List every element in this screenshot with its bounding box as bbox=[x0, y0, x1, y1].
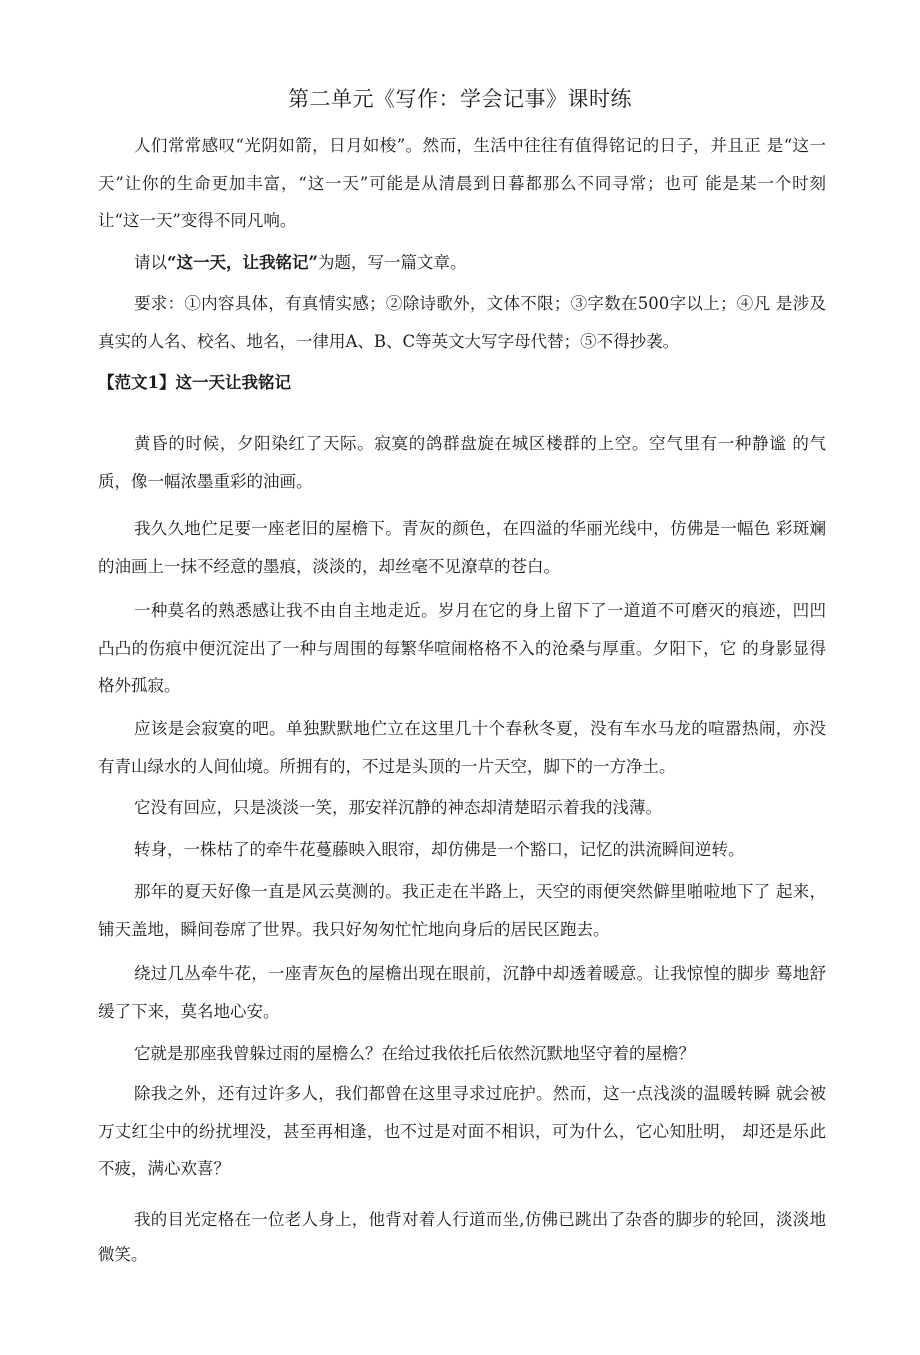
essay-paragraph: 应该是会寂寞的吧。单独默默地伫立在这里几十个春秋冬夏，没有车水马龙的喧嚣热闹，亦没有青山绿水的人间仙境。所拥有的，不过是头顶的一片天空，脚下的一方净土。 bbox=[98, 719, 826, 776]
essay-paragraph: 我的目光定格在一位老人身上，他背对着人行道而坐,仿佛已跳出了杂沓的脚步的轮回，淡淡地微笑。 bbox=[98, 1210, 826, 1264]
essay-paragraph: 一种莫名的熟悉感让我不由自主地走近。岁月在它的身上留下了一道道不可磨灭的痕迹，凹凹凸凸的伤痕中便沉淀出了一种与周围的每繁华喧闹格格不入的沧桑与厚重。夕阳下，它 的身影显得格外孤寂。 bbox=[98, 601, 826, 695]
essay-paragraph: 它没有回应，只是淡淡一笑，那安祥沉静的神态却清楚昭示着我的浅薄。 bbox=[134, 798, 662, 817]
task-title-bold: “这一天，让我铭记” bbox=[167, 253, 318, 272]
essay-paragraph: 我久久地伫足要一座老旧的屋檐下。青灰的颜色，在四溢的华丽光线中，仿佛是一幅色 彩斑斓的油画上一抹不经意的墨痕，淡淡的，却丝毫不见潦草的苍白。 bbox=[98, 519, 826, 576]
prompt-task bbox=[98, 244, 826, 282]
prompt-requirements: 要求：①内容具体，有真情实感；②除诗歌外，文体不限；③字数在500字以上；④凡 是涉及真实的人名、校名、地名，一律用A、B、C等英文大写字母代替；⑤不得抄袭。 bbox=[98, 294, 826, 351]
sample-heading: 【范文1】这一天让我铭记 bbox=[98, 373, 291, 392]
essay-paragraph: 转身，一株枯了的牵牛花蔓藤映入眼帘，却仿佛是一个豁口，记忆的洪流瞬间逆转。 bbox=[134, 840, 745, 859]
task-before: 请以 bbox=[134, 253, 167, 272]
essay-paragraph: 它就是那座我曾躲过雨的屋檐么？在给过我依托后依然沉默地坚守着的屋檐？ bbox=[134, 1044, 695, 1063]
essay-paragraph: 那年的夏天好像一直是风云莫测的。我正走在半路上，天空的雨便突然僻里啪啦地下了 起来，铺天盖地，瞬间卷席了世界。我只好匆匆忙忙地向身后的居民区跑去。 bbox=[98, 882, 826, 939]
prompt-intro: 人们常常感叹“光阴如箭，日月如梭”。然而，生活中往往有值得铭记的日子，并且正 是“这一天”让你的生命更加丰富，“这一天”可能是从清晨到日暮都那么不同寻常；也可 能是某一个时刻让“这一天”变得不同凡响。 bbox=[98, 136, 826, 230]
page-title: 第二单元《写作：学会记事》课时练 bbox=[288, 87, 632, 111]
essay-paragraph: 除我之外，还有过许多人，我们都曾在这里寻求过庇护。然而，这一点浅淡的温暖转瞬 就会被万丈红尘中的纷扰埋没，甚至再相逢，也不过是对面不相识，可为什么，它心知肚明， 却还是乐此不疲，满心欢喜？ bbox=[98, 1084, 826, 1178]
essay-paragraph: 绕过几丛牵牛花，一座青灰色的屋檐出现在眼前，沉静中却透着暖意。让我惊惶的脚步 蓦地舒缓了下来，莫名地心安。 bbox=[98, 964, 826, 1021]
essay-paragraph: 黄昏的时候，夕阳染红了天际。寂寞的鸽群盘旋在城区楼群的上空。空气里有一种静谧 的气质，像一幅浓墨重彩的油画。 bbox=[98, 434, 826, 491]
task-after: 为题，写一篇文章。 bbox=[317, 253, 467, 272]
